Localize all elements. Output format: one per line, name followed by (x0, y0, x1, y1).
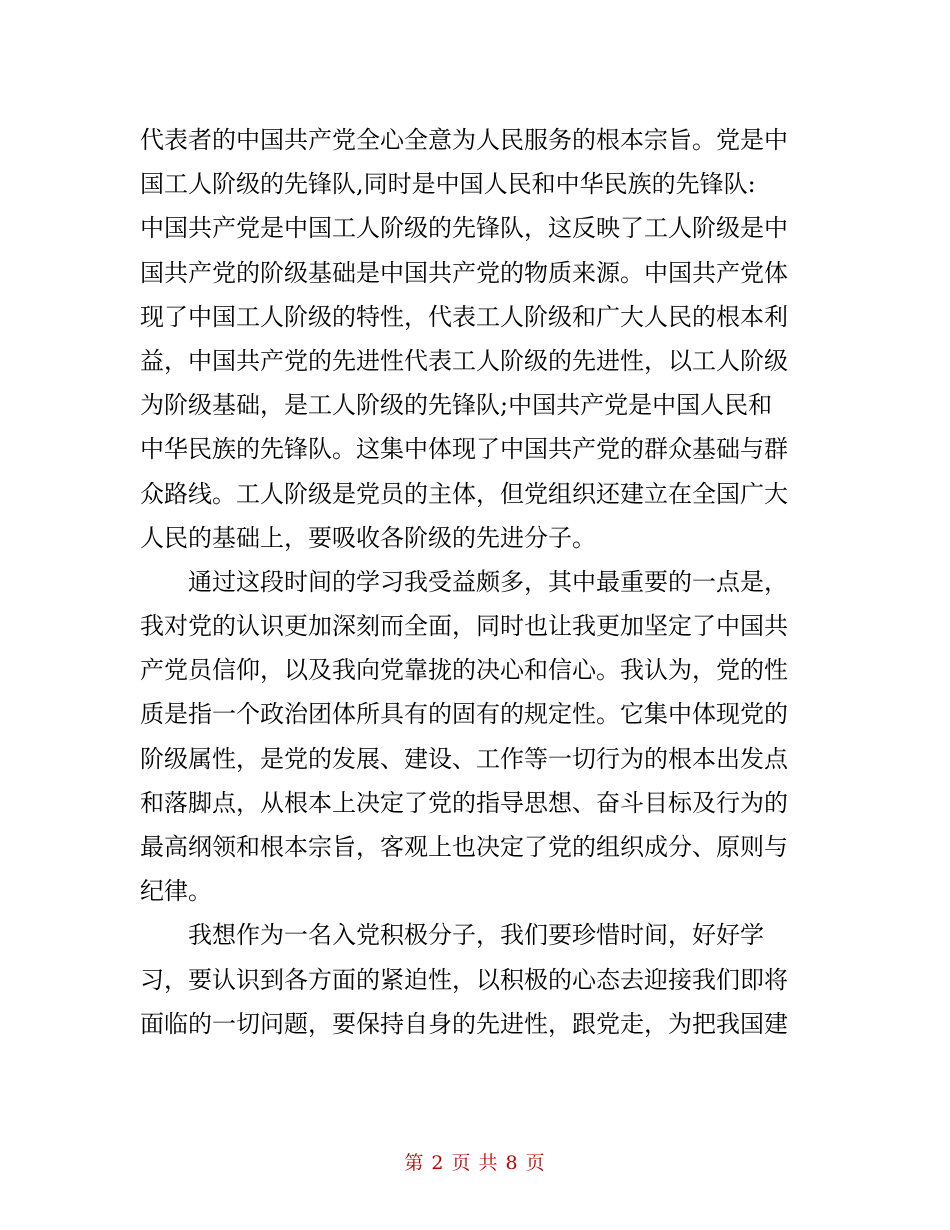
text-line: 通过这段时间的学习我受益颇多，其中最重要的一点是， (188, 567, 788, 596)
text-line: 阶级属性，是党的发展、建设、工作等一切行为的根本出发点 (140, 744, 788, 773)
text-line: 现了中国工人阶级的特性，代表工人阶级和广大人民的根本利 (140, 302, 788, 331)
text-line: 面临的一切问题，要保持自身的先进性，跟党走，为把我国建 (140, 1009, 788, 1038)
text-line: 我想作为一名入党积极分子，我们要珍惜时间，好好学 (188, 921, 764, 950)
text-line: 代表者的中国共产党全心全意为人民服务的根本宗旨。党是中 (140, 126, 788, 154)
text-line: 人民的基础上，要吸收各阶级的先进分子。 (140, 523, 596, 552)
text-line: 中国共产党是中国工人阶级的先锋队，这反映了工人阶级是中 (140, 214, 788, 243)
text-line: 我对党的认识更加深刻而全面，同时也让我更加坚定了中国共 (140, 612, 788, 641)
text-line: 质是指一个政治团体所具有的固有的规定性。它集中体现党的 (140, 700, 788, 729)
text-line: 纪律。 (140, 877, 212, 906)
text-line: 中华民族的先锋队。这集中体现了中国共产党的群众基础与群 (140, 435, 788, 464)
text-line: 益，中国共产党的先进性代表工人阶级的先进性，以工人阶级 (140, 346, 788, 375)
text-line: 为阶级基础，是工人阶级的先锋队;中国共产党是中国人民和 (140, 391, 773, 420)
text-line: 习，要认识到各方面的紧迫性，以积极的心态去迎接我们即将 (140, 965, 788, 994)
text-line: 众路线。工人阶级是党员的主体，但党组织还建立在全国广大 (140, 479, 788, 508)
text-line: 最高纲领和根本宗旨，客观上也决定了党的组织成分、原则与 (140, 833, 788, 861)
text-line: 和落脚点，从根本上决定了党的指导思想、奋斗目标及行为的 (140, 788, 788, 817)
text-line: 国共产党的阶级基础是中国共产党的物质来源。中国共产党体 (140, 258, 788, 287)
page-number-footer: 第 2 页 共 8 页 (404, 1152, 546, 1174)
text-line: 国工人阶级的先锋队,同时是中国人民和中华民族的先锋队: (140, 170, 756, 199)
text-line: 产党员信仰，以及我向党靠拢的决心和信心。我认为，党的性 (140, 656, 788, 685)
body-text (140, 118, 820, 1046)
